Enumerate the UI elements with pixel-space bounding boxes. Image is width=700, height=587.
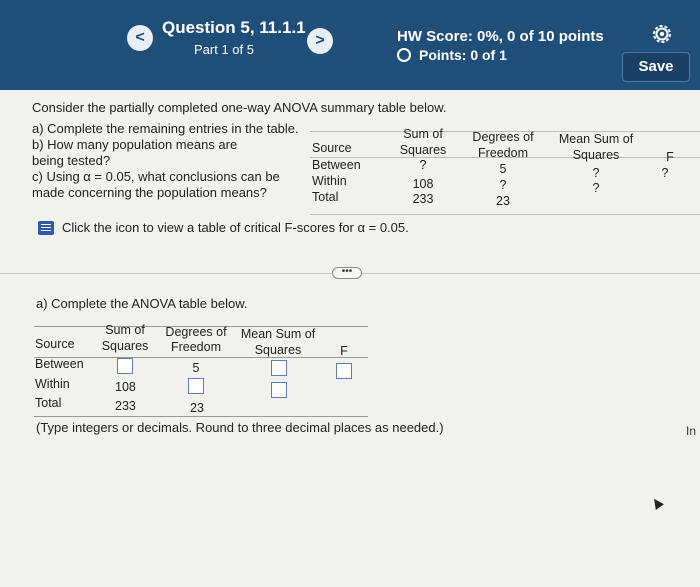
table-document-icon[interactable] [38, 221, 54, 235]
summary-header-ss-line1: Sum of [403, 127, 443, 141]
answer-row-between-df: 5 [192, 361, 200, 375]
question-title: Question 5, 11.1.1 [162, 18, 306, 37]
answer-table-rule-bottom [34, 416, 368, 417]
summary-row-within-df: ? [499, 178, 507, 192]
between-ss-input[interactable] [117, 358, 133, 374]
answer-header-df-line1: Degrees of [165, 325, 227, 339]
header-bar [0, 0, 700, 90]
answer-header-ms-line2: Squares [254, 343, 302, 357]
mouse-cursor-icon [650, 496, 664, 510]
part-a-title: a) Complete the ANOVA table below. [36, 296, 248, 311]
points-status [397, 47, 507, 63]
summary-header-ms-line1: Mean Sum of [558, 132, 634, 146]
gear-icon[interactable] [650, 22, 674, 46]
summary-row-within-source: Within [312, 174, 347, 188]
summary-header-ms-line2: Squares [572, 148, 620, 162]
answer-header-ss-line2: Squares [101, 339, 149, 353]
between-ms-input[interactable] [271, 360, 287, 376]
summary-header-df-line2: Freedom [477, 146, 529, 160]
answer-header-ms-line1: Mean Sum of [240, 327, 316, 341]
summary-header-df-line1: Degrees of [472, 130, 534, 144]
answer-header-df-line2: Freedom [170, 340, 222, 354]
circle-status-icon [397, 48, 411, 62]
summary-row-between-df: 5 [499, 162, 507, 176]
expand-more-button[interactable]: ••• [332, 267, 362, 279]
between-f-input[interactable] [336, 363, 352, 379]
summary-header-source: Source [312, 141, 352, 155]
critical-values-text: Click the icon to view a table of critical F-scores for α = 0.05. [62, 220, 409, 235]
summary-row-between-ss: ? [419, 158, 427, 172]
answer-row-total-ss: 233 [115, 399, 136, 413]
question-part-a: a) Complete the remaining entries in the table. [32, 121, 299, 136]
summary-row-total-source: Total [312, 190, 339, 204]
answer-row-total-source: Total [35, 396, 62, 410]
question-part-b-line2: being tested? [32, 153, 111, 168]
summary-row-between-source: Between [312, 158, 361, 172]
answer-row-within-ss: 108 [115, 380, 136, 394]
critical-values-link[interactable] [38, 220, 409, 235]
instructions-note: (Type integers or decimals. Round to three decimal places as needed.) [36, 420, 444, 435]
question-intro: Consider the partially completed one-way ANOVA summary table below. [32, 100, 447, 115]
points-label: Points: 0 of 1 [419, 47, 507, 63]
summary-row-total-ss: 233 [412, 192, 434, 206]
answer-header-f: F [340, 344, 348, 358]
summary-row-within-ss: 108 [412, 177, 434, 191]
summary-row-between-ms: ? [592, 166, 600, 180]
next-question-button[interactable]: > [307, 28, 333, 54]
within-ms-input[interactable] [271, 382, 287, 398]
previous-question-button[interactable]: < [127, 25, 153, 51]
save-button[interactable]: Save [622, 52, 690, 82]
within-df-input[interactable] [188, 378, 204, 394]
edge-text: In [686, 424, 697, 438]
question-part: Part 1 of 5 [194, 42, 254, 57]
answer-row-total-df: 23 [190, 401, 204, 415]
summary-row-total-df: 23 [496, 194, 510, 208]
answer-row-within-source: Within [35, 377, 70, 391]
summary-table-rule-bottom [310, 214, 700, 215]
answer-header-ss-line1: Sum of [105, 323, 145, 337]
question-part-c-line2: made concerning the population means? [32, 185, 267, 200]
question-parts [32, 121, 302, 201]
question-content [0, 90, 700, 587]
question-part-b-line1: b) How many population means are [32, 137, 238, 152]
question-part-c-line1: c) Using α = 0.05, what conclusions can be [32, 169, 280, 184]
answer-row-between-source: Between [35, 357, 84, 371]
summary-header-ss-line2: Squares [399, 143, 447, 157]
summary-row-within-ms: ? [592, 181, 600, 195]
answer-header-source: Source [35, 337, 75, 351]
summary-row-between-f: ? [661, 166, 669, 180]
hw-score: HW Score: 0%, 0 of 10 points [397, 28, 604, 45]
summary-header-f: F [666, 150, 674, 164]
